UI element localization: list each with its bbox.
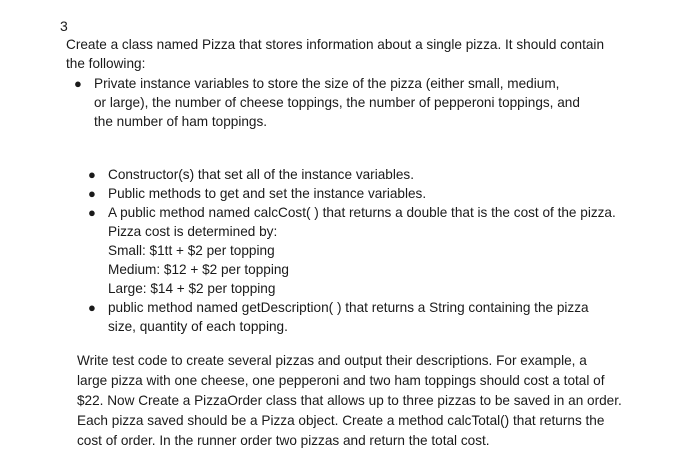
list-item [84, 203, 640, 298]
list-item-line: Public methods to get and set the instance variables. [108, 186, 427, 201]
question-number: 3 [60, 18, 68, 34]
bullet-list-methods [84, 165, 640, 336]
list-item [84, 165, 640, 184]
bullet-icon: ● [74, 76, 82, 91]
list-item-line: public method named getDescription( ) that returns a String containing the pizza [108, 300, 589, 315]
list-item-line: size, quantity of each topping. [108, 319, 288, 334]
list-item [84, 184, 640, 203]
price-small: Small: $1tt + $2 per topping [108, 243, 275, 258]
closing-line: $22. Now Create a PizzaOrder class that allows up to three pizzas to be saved in an order. [77, 393, 622, 408]
bullet-icon: ● [88, 186, 96, 201]
list-item-line: the number of ham toppings. [94, 114, 268, 129]
intro-paragraph [66, 35, 638, 73]
closing-line: cost of order. In the runner order two pizzas and return the total cost. [77, 433, 490, 448]
intro-line: Create a class named Pizza that stores information about a single pizza. It should contain [66, 37, 605, 52]
closing-line: Write test code to create several pizzas and output their descriptions. For example, a [77, 353, 587, 368]
closing-paragraph [77, 351, 637, 451]
bullet-icon: ● [88, 300, 96, 315]
list-item-line: Constructor(s) that set all of the instance variables. [108, 167, 414, 182]
bullet-list-instance-variables [70, 74, 640, 131]
list-item-line: Private instance variables to store the size of the pizza (either small, medium, [94, 76, 560, 91]
bullet-icon: ● [88, 205, 96, 220]
list-item-line: A public method named calcCost( ) that returns a double that is the cost of the pizza. [108, 205, 616, 220]
bullet-icon: ● [88, 167, 96, 182]
list-item-line: Pizza cost is determined by: [108, 224, 278, 239]
closing-line: Each pizza saved should be a Pizza object. Create a method calcTotal() that returns the [77, 413, 605, 428]
list-item [84, 298, 640, 336]
intro-line: the following: [66, 56, 146, 71]
list-item-line: or large), the number of cheese toppings, the number of pepperoni toppings, and [94, 95, 580, 110]
price-medium: Medium: $12 + $2 per topping [108, 262, 289, 277]
price-large: Large: $14 + $2 per topping [108, 281, 276, 296]
list-item [70, 74, 640, 131]
closing-line: large pizza with one cheese, one pepperoni and two ham toppings should cost a total of [77, 373, 605, 388]
